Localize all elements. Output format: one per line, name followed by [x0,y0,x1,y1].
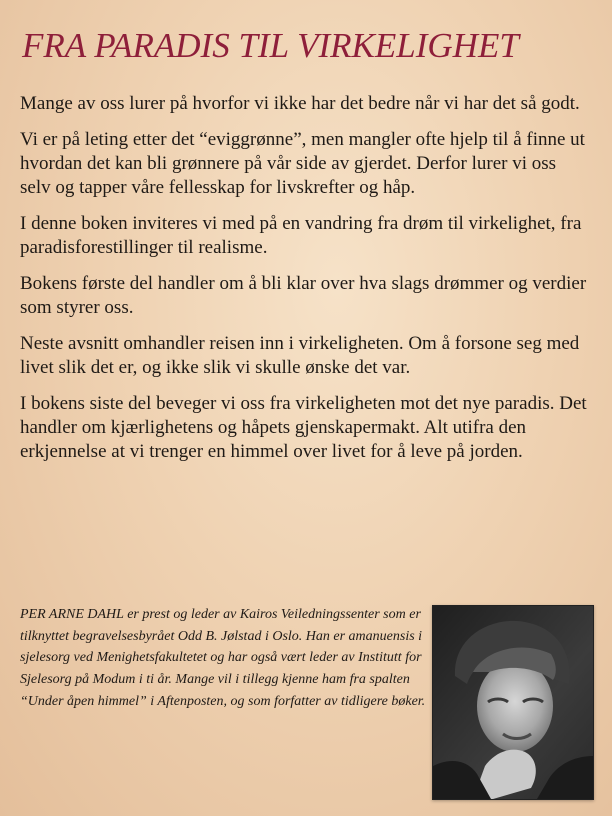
author-portrait-image [433,606,593,799]
blurb-paragraph: Vi er på leting etter det “eviggrønne”, men mangler ofte hjelp til å finne ut hvordan det kan bli grønnere på vår side av gjerdet. Derfor lurer vi oss selv og tapper våre fellesskap for livskrefter og håp. [20,129,585,198]
blurb-paragraph: Mange av oss lurer på hvorfor vi ikke har det bedre når vi har det så godt. [20,93,580,114]
author-photo [432,605,594,800]
blurb-paragraph: I bokens siste del beveger vi oss fra virkeligheten mot det nye paradis. Det handler om kjærlighetens og håpets gjenskapermakt. Alt utifra den erkjennelse at vi trenger en himmel over livet for å leve på jorden. [20,393,587,462]
blurb-text [20,92,588,476]
blurb-paragraph: I denne boken inviteres vi med på en vandring fra drøm til virkelighet, fra paradisforestillinger til realisme. [20,213,582,258]
blurb-paragraph: Neste avsnitt omhandler reisen inn i virkeligheten. Om å forsone seg med livet slik det er, og ikke slik vi skulle ønske det var. [20,333,580,378]
book-title: FRA PARADIS TIL VIRKELIGHET [22,26,519,65]
blurb-paragraph: Bokens første del handler om å bli klar over hva slags drømmer og verdier som styrer oss. [20,273,587,318]
author-bio: PER ARNE DAHL er prest og leder av Kairos Veiledningssenter som er tilknyttet begravelsesbyrået Odd B. Jølstad i Oslo. Han er amanuensis i sjelesorg ved Menighetsfakultetet og har også vært leder av Institutt for Sjelesorg på Modum i ti år. Mange vil i tillegg kjenne ham fra spalten “Under åpen himmel” i Aftenposten, og som forfatter av tidligere bøker. [20,607,426,709]
